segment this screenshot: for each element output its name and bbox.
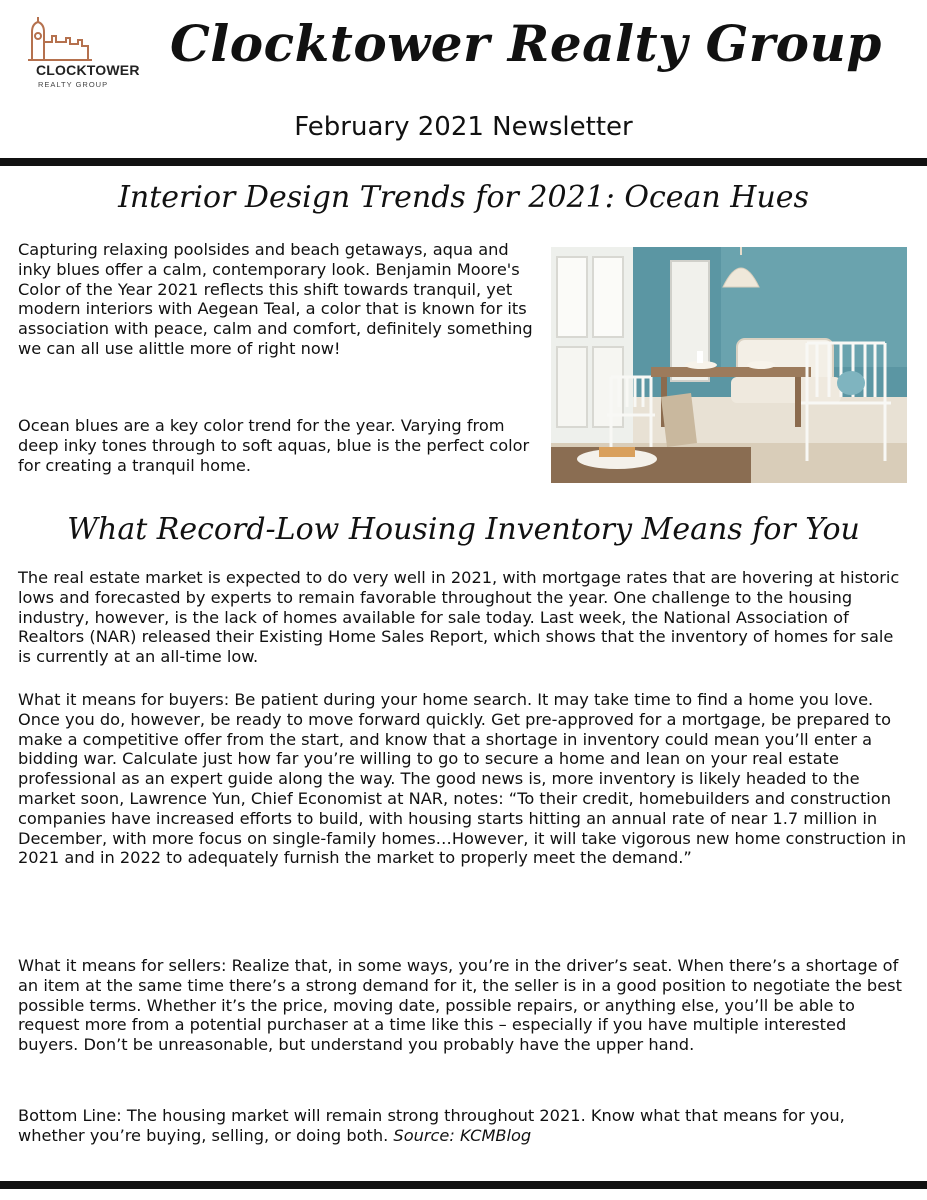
article1-paragraph-1: Capturing relaxing poolsides and beach getaways, aqua and inky blues offer a calm, contemporary look. Benjamin Moore's Color of the Year 2021 reflects this shift towards tranquil, yet modern interiors with Aegean Teal, a color that is known for its association with peace, calm and comfort, definitely something we can all use alittle more of right now! bbox=[18, 240, 533, 358]
article2-bottom-line bbox=[18, 1106, 910, 1146]
article1-paragraph-2: Ocean blues are a key color trend for the year. Varying from deep inky tones through to soft aquas, blue is the perfect color for creating a tranquil home. bbox=[18, 416, 530, 475]
article2-heading: What Record-Low Housing Inventory Means for You bbox=[67, 512, 860, 547]
article2-paragraph-1: The real estate market is expected to do very well in 2021, with mortgage rates that are hovering at historic lows and forecasted by experts to remain favorable throughout the year. One challenge to the housing industry, however, is the lack of homes available for sale today. Last week, the National Association of Realtors (NAR) released their Existing Home Sales Report, which shows that the inventory of homes for sale is currently at an all-time low. bbox=[18, 568, 900, 667]
bottom-line-text: Bottom Line: The housing market will remain strong throughout 2021. Know what that means for you, whether you’re buying, selling, or doing both. bbox=[18, 1106, 845, 1145]
article1-heading: Interior Design Trends for 2021: Ocean Hues bbox=[118, 180, 809, 215]
top-divider bbox=[0, 158, 927, 166]
logo-subtitle: REALTY GROUP bbox=[38, 80, 109, 89]
article2-paragraph-sellers: What it means for sellers: Realize that, in some ways, you’re in the driver’s seat. When there’s a shortage of an item at the same time there’s a strong demand for it, the seller is in a good position to negotiate the best possible terms. Whether it’s the price, moving date, possible repairs, or anything else, you’ll be able to request more from a potential purchaser at a time like this – especially if you have multiple interested buyers. Don’t be unreasonable, but understand you probably have the upper hand. bbox=[18, 956, 902, 1055]
bottom-divider bbox=[0, 1181, 927, 1189]
issue-date: February 2021 Newsletter bbox=[294, 112, 633, 142]
clocktower-logo bbox=[22, 16, 162, 96]
article2-paragraph-buyers: What it means for buyers: Be patient during your home search. It may take time to find a home you love. Once you do, however, be ready to move forward quickly. Get pre-approved for a mortgage, be prepared to make a competitive offer from the start, and know that a shortage in inventory could mean you’ll enter a bidding war. Calculate just how far you’re willing to go to secure a home and lean on your real estate professional as an expert guide along the way. The good news is, more inventory is likely headed to the market soon, Lawrence Yun, Chief Economist at NAR, notes: “To their credit, homebuilders and construction companies have increased efforts to build, with housing starts hitting an annual rate of near 1.7 million in December, with more focus on single-family homes…However, it will take vigorous new home construction in 2021 and in 2022 to adequately furnish the market to properly meet the demand.” bbox=[18, 690, 907, 868]
newsletter-title: Clocktower Realty Group bbox=[170, 14, 882, 73]
logo-name: CLOCKTOWER bbox=[36, 62, 140, 78]
ocean-hues-room-photo bbox=[551, 247, 907, 483]
source-credit: Source: KCMBlog bbox=[393, 1125, 532, 1145]
clocktower-icon bbox=[26, 16, 96, 62]
